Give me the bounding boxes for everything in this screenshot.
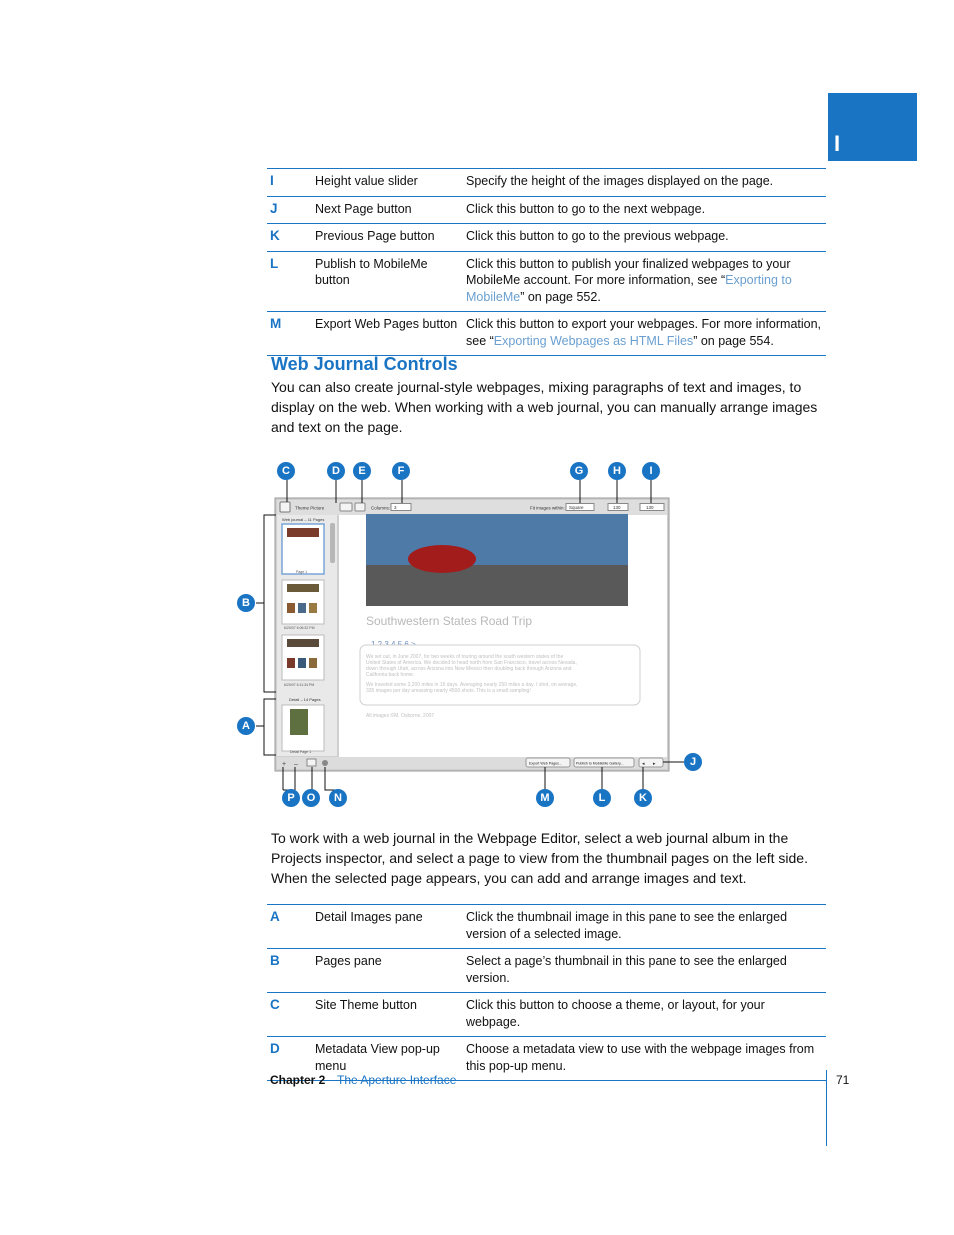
metadata-view-popup[interactable]: [340, 503, 352, 511]
row-letter: L: [267, 251, 315, 312]
table-row: [267, 949, 826, 993]
table-row: [267, 196, 826, 224]
page-thumbnail-image: [287, 584, 319, 592]
callout-i: I: [642, 462, 660, 480]
height-value: 130: [646, 505, 654, 510]
page-thumbnail-image: [298, 603, 306, 613]
row-term: Height value slider: [315, 169, 466, 197]
callout-h: H: [608, 462, 626, 480]
fit-images-value: Square: [569, 505, 584, 510]
page-number: 71: [836, 1073, 850, 1087]
detail-thumbnail-label: Detail Page 1: [290, 750, 312, 754]
road-surface: [366, 565, 628, 606]
row-description: Click this button to choose a theme, or layout, for your webpage.: [466, 993, 826, 1037]
callout-c: C: [277, 462, 295, 480]
footer-chapter: Chapter 2: [270, 1073, 326, 1087]
row-letter: M: [267, 312, 315, 356]
page-thumbnail-date: 6/20/07 6:06:32 PM: [284, 626, 315, 630]
row-term: Previous Page button: [315, 224, 466, 252]
row-description: [466, 312, 826, 356]
body-paragraph: To work with a web journal in the Webpage Editor, select a web journal album in the Projects inspector, and select a page to view from the thumbnail pages on the left side. When the selected page appears, you can add and arrange images and text.: [271, 830, 808, 886]
row-description: Choose a metadata view to use with the webpage images from this pop-up menu.: [466, 1037, 826, 1081]
row-letter: D: [267, 1037, 315, 1081]
journal-title: Southwestern States Road Trip: [366, 614, 533, 628]
row-letter: C: [267, 993, 315, 1037]
row-term: Publish to MobileMe button: [315, 251, 466, 312]
callout-g: G: [570, 462, 588, 480]
row-term: Metadata View pop-up menu: [315, 1037, 466, 1081]
row-term: Export Web Pages button: [315, 312, 466, 356]
callout-j: J: [684, 753, 702, 771]
pages-scrollbar[interactable]: [330, 523, 335, 563]
footer-divider: [826, 1070, 827, 1146]
callout-d: D: [327, 462, 345, 480]
next-page-arrow-icon[interactable]: ▸: [653, 761, 656, 767]
callout-m: M: [536, 789, 554, 807]
row-term: Site Theme button: [315, 993, 466, 1037]
page-thumbnail-label: Page 1: [296, 570, 308, 574]
desc-text: Click this button to export your webpages. For more information, see “: [466, 317, 822, 348]
webpage-editor-figure: [232, 455, 712, 815]
page-thumbnail-image: [309, 658, 317, 668]
row-description: [466, 196, 826, 224]
callout-e: E: [353, 462, 371, 480]
row-term: Next Page button: [315, 196, 466, 224]
columns-label: Columns:: [371, 505, 391, 511]
page-thumbnail-image: [287, 658, 295, 668]
callout-n: N: [329, 789, 347, 807]
row-letter: J: [267, 196, 315, 224]
row-description: Click the thumbnail image in this pane to see the enlarged version of a selected image.: [466, 905, 826, 949]
callout-b: B: [237, 594, 255, 612]
image-caption: All images ©M. Osborne, 2007: [366, 713, 435, 719]
desc-text: ” on page 554.: [693, 333, 774, 348]
row-description: [466, 251, 826, 312]
top-definition-table: [267, 168, 826, 356]
table-row: [267, 251, 826, 312]
fit-images-label: Fit images within:: [530, 505, 565, 511]
columns-value: 3: [394, 505, 397, 510]
journal-text: We set out, in June 2007, for two weeks of touring around the south western states of the United States of America. We decided to head north from San Francisco, travel across Nevada, down through Utah, across Arizona into New Mexico then doubling back through Arizona and California back home. We traveled some 3,200 miles in 15 days. Averaging nearly 250 miles a day. I shot, on average, 335 images per day amassing nearly 4500 shots. This is a small sampling!: [366, 654, 578, 694]
row-term: Pages pane: [315, 949, 466, 993]
footer-chapter-title[interactable]: The Aperture Interface: [337, 1073, 457, 1087]
site-theme-button[interactable]: [280, 502, 290, 512]
page-thumbnail-image: [298, 658, 306, 668]
table-row: [267, 169, 826, 197]
callout-f: F: [392, 462, 410, 480]
webpage-editor-screenshot: [232, 455, 712, 815]
row-term: Detail Images pane: [315, 905, 466, 949]
intro-paragraph: You can also create journal-style webpages, mixing paragraphs of text and images, to display on the web. When working with a web journal, you can manually arrange images and text on the page.: [271, 379, 818, 435]
chapter-tab-letter: I: [834, 131, 841, 156]
bottom-definition-table: [267, 904, 826, 1081]
cross-reference-link[interactable]: Exporting Webpages as HTML Files: [493, 333, 694, 348]
action-popup-button[interactable]: [322, 760, 328, 766]
width-value: 130: [613, 505, 621, 510]
export-button-label: Export Web Pages...: [529, 761, 562, 766]
car-photo-subject: [408, 545, 476, 573]
previous-page-arrow-icon[interactable]: ◂: [642, 761, 645, 767]
callout-l: L: [593, 789, 611, 807]
cross-reference-link[interactable]: Exporting to MobileMe: [466, 273, 792, 304]
callout-o: O: [302, 789, 320, 807]
table-row: [267, 224, 826, 252]
table-row: [267, 312, 826, 356]
desc-text: ” on page 552.: [520, 289, 601, 304]
page-layout-button[interactable]: [307, 759, 316, 766]
row-letter: I: [267, 169, 315, 197]
desc-text: Click this button to go to the next webpage.: [466, 201, 706, 216]
row-letter: B: [267, 949, 315, 993]
row-description: Select a page’s thumbnail in this pane to see the enlarged version.: [466, 949, 826, 993]
remove-page-button[interactable]: –: [294, 761, 298, 768]
table-row: [267, 905, 826, 949]
page-thumbnail-image: [287, 603, 295, 613]
text-block-button[interactable]: [355, 503, 365, 511]
row-description: [466, 224, 826, 252]
page-thumbnail-image: [309, 603, 317, 613]
row-letter: A: [267, 905, 315, 949]
pages-pane-header: Web journal – 11 Pages: [282, 517, 325, 522]
desc-text: Click this button to go to the previous webpage.: [466, 229, 729, 243]
detail-thumbnail-image: [290, 709, 308, 735]
chapter-tab: [828, 93, 917, 161]
desc-text: Click this button to publish your finalized webpages to your MobileMe account. For more information, see “: [466, 256, 791, 287]
page-thumbnail-date: 6/20/07 6:11:34 PM: [284, 683, 315, 687]
add-page-button[interactable]: +: [282, 761, 287, 768]
row-description: [466, 169, 826, 197]
page-thumbnail-image: [287, 639, 319, 647]
desc-text: Specify the height of the images displayed on the page.: [466, 174, 774, 188]
callout-k: K: [634, 789, 652, 807]
row-letter: K: [267, 224, 315, 252]
publish-button-label: Publish to MobileMe Gallery...: [576, 761, 624, 766]
page-thumbnail-image: [287, 528, 319, 537]
section-heading: Web Journal Controls: [271, 354, 458, 374]
detail-pane-header: Detail – 14 Pages: [289, 697, 321, 702]
callout-p: P: [282, 789, 300, 807]
table-row: [267, 993, 826, 1037]
callout-a: A: [237, 717, 255, 735]
theme-picture-label: Theme Picture: [295, 505, 325, 511]
